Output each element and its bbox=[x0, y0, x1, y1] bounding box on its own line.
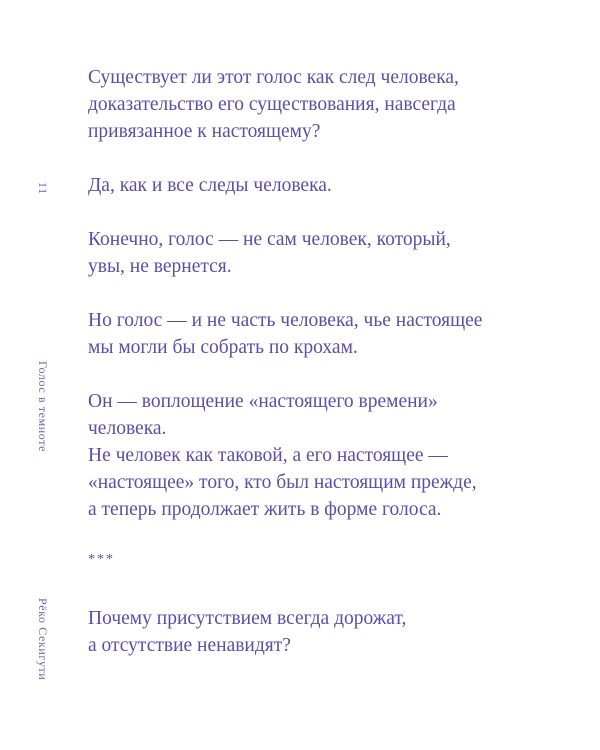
body-text bbox=[88, 64, 568, 686]
paragraph-2 bbox=[88, 172, 568, 199]
text-line: Он — воплощение «настоящего времени» bbox=[88, 391, 438, 412]
text-line: Существует ли этот голос как след человека, bbox=[88, 67, 459, 88]
paragraph-5 bbox=[88, 388, 568, 523]
section-separator: *** bbox=[88, 552, 115, 567]
text-line: привязанное к настоящему? bbox=[88, 121, 321, 142]
text-line: увы, не вернется. bbox=[88, 256, 232, 277]
page-number: 11 bbox=[36, 182, 50, 195]
text-line: Почему присутствием всегда дорожат, bbox=[88, 608, 407, 629]
text-line: а отсутствие ненавидят? bbox=[88, 635, 291, 656]
running-title: Голос в темноте bbox=[36, 361, 50, 453]
text-line: доказательство его существования, навсегда bbox=[88, 94, 456, 115]
paragraph-1 bbox=[88, 64, 568, 145]
paragraph-closing bbox=[88, 605, 568, 659]
text-line: Конечно, голос — не сам человек, который, bbox=[88, 229, 451, 250]
text-line: Не человек как таковой, а его настоящее — bbox=[88, 445, 448, 466]
running-author: Рёко Секигути bbox=[36, 598, 50, 681]
text-line: Да, как и все следы человека. bbox=[88, 175, 332, 196]
text-line: «настоящее» того, кто был настоящим прежде, bbox=[88, 472, 477, 493]
text-line: мы могли бы собрать по крохам. bbox=[88, 337, 358, 358]
paragraph-3 bbox=[88, 226, 568, 280]
text-line: человека. bbox=[88, 418, 167, 439]
text-line: Но голос — и не часть человека, чье настоящее bbox=[88, 310, 483, 331]
paragraph-4 bbox=[88, 307, 568, 361]
text-line: а теперь продолжает жить в форме голоса. bbox=[88, 499, 442, 520]
